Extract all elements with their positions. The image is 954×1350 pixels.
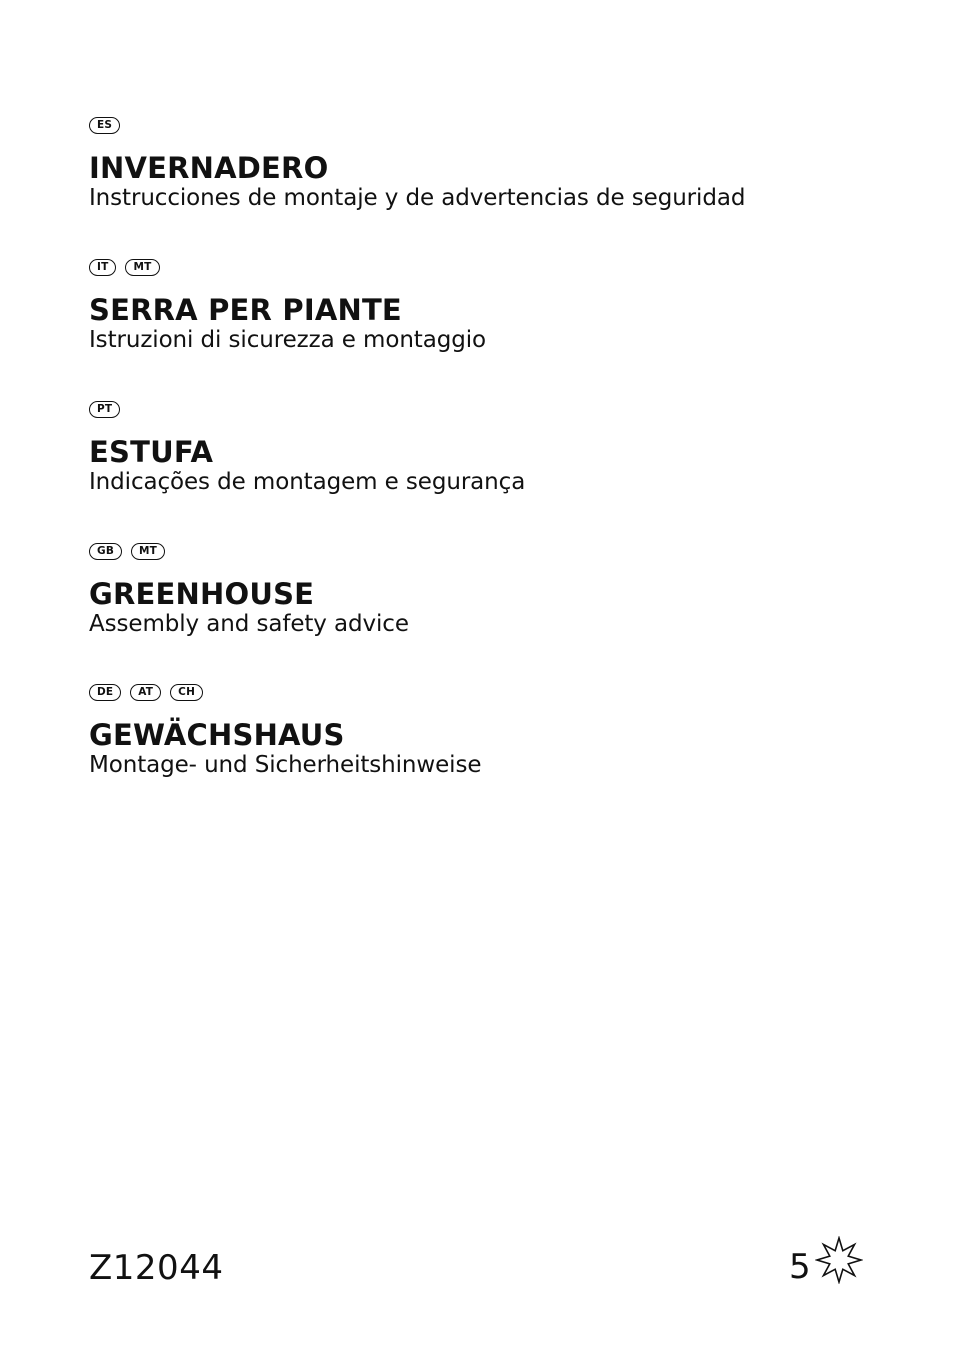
page-number: 5: [789, 1247, 811, 1287]
country-badge-it: IT: [89, 259, 116, 276]
section-subtitle: Instrucciones de montaje y de advertencias de seguridad: [89, 185, 746, 211]
country-badges: [89, 117, 909, 136]
country-badges: [89, 259, 909, 278]
section-subtitle: Istruzioni di sicurezza e montaggio: [89, 327, 486, 353]
section-title: GREENHOUSE: [89, 577, 315, 611]
section-title: ESTUFA: [89, 435, 214, 469]
country-badge-de: DE: [89, 684, 121, 701]
section-title: GEWÄCHSHAUS: [89, 718, 345, 752]
country-badge-es: ES: [89, 117, 120, 134]
language-section-de: [89, 684, 909, 779]
country-badge-mt: MT: [125, 259, 159, 276]
language-section-es: [89, 117, 909, 212]
country-badges: [89, 543, 909, 562]
country-badge-mt: MT: [131, 543, 165, 560]
section-subtitle: Assembly and safety advice: [89, 611, 409, 637]
language-section-it: [89, 259, 909, 354]
star-outline-icon: [815, 1236, 863, 1284]
model-number: Z12044: [89, 1248, 224, 1288]
language-section-pt: [89, 401, 909, 496]
country-badge-ch: CH: [170, 684, 203, 701]
section-subtitle: Indicações de montagem e segurança: [89, 469, 526, 495]
section-title: INVERNADERO: [89, 151, 329, 185]
country-badge-gb: GB: [89, 543, 122, 560]
section-title: SERRA PER PIANTE: [89, 293, 402, 327]
country-badges: [89, 401, 909, 420]
country-badge-pt: PT: [89, 401, 120, 418]
language-section-gb: [89, 543, 909, 638]
country-badges: [89, 684, 909, 703]
section-subtitle: Montage- und Sicherheitshinweise: [89, 752, 482, 778]
country-badge-at: AT: [130, 684, 161, 701]
